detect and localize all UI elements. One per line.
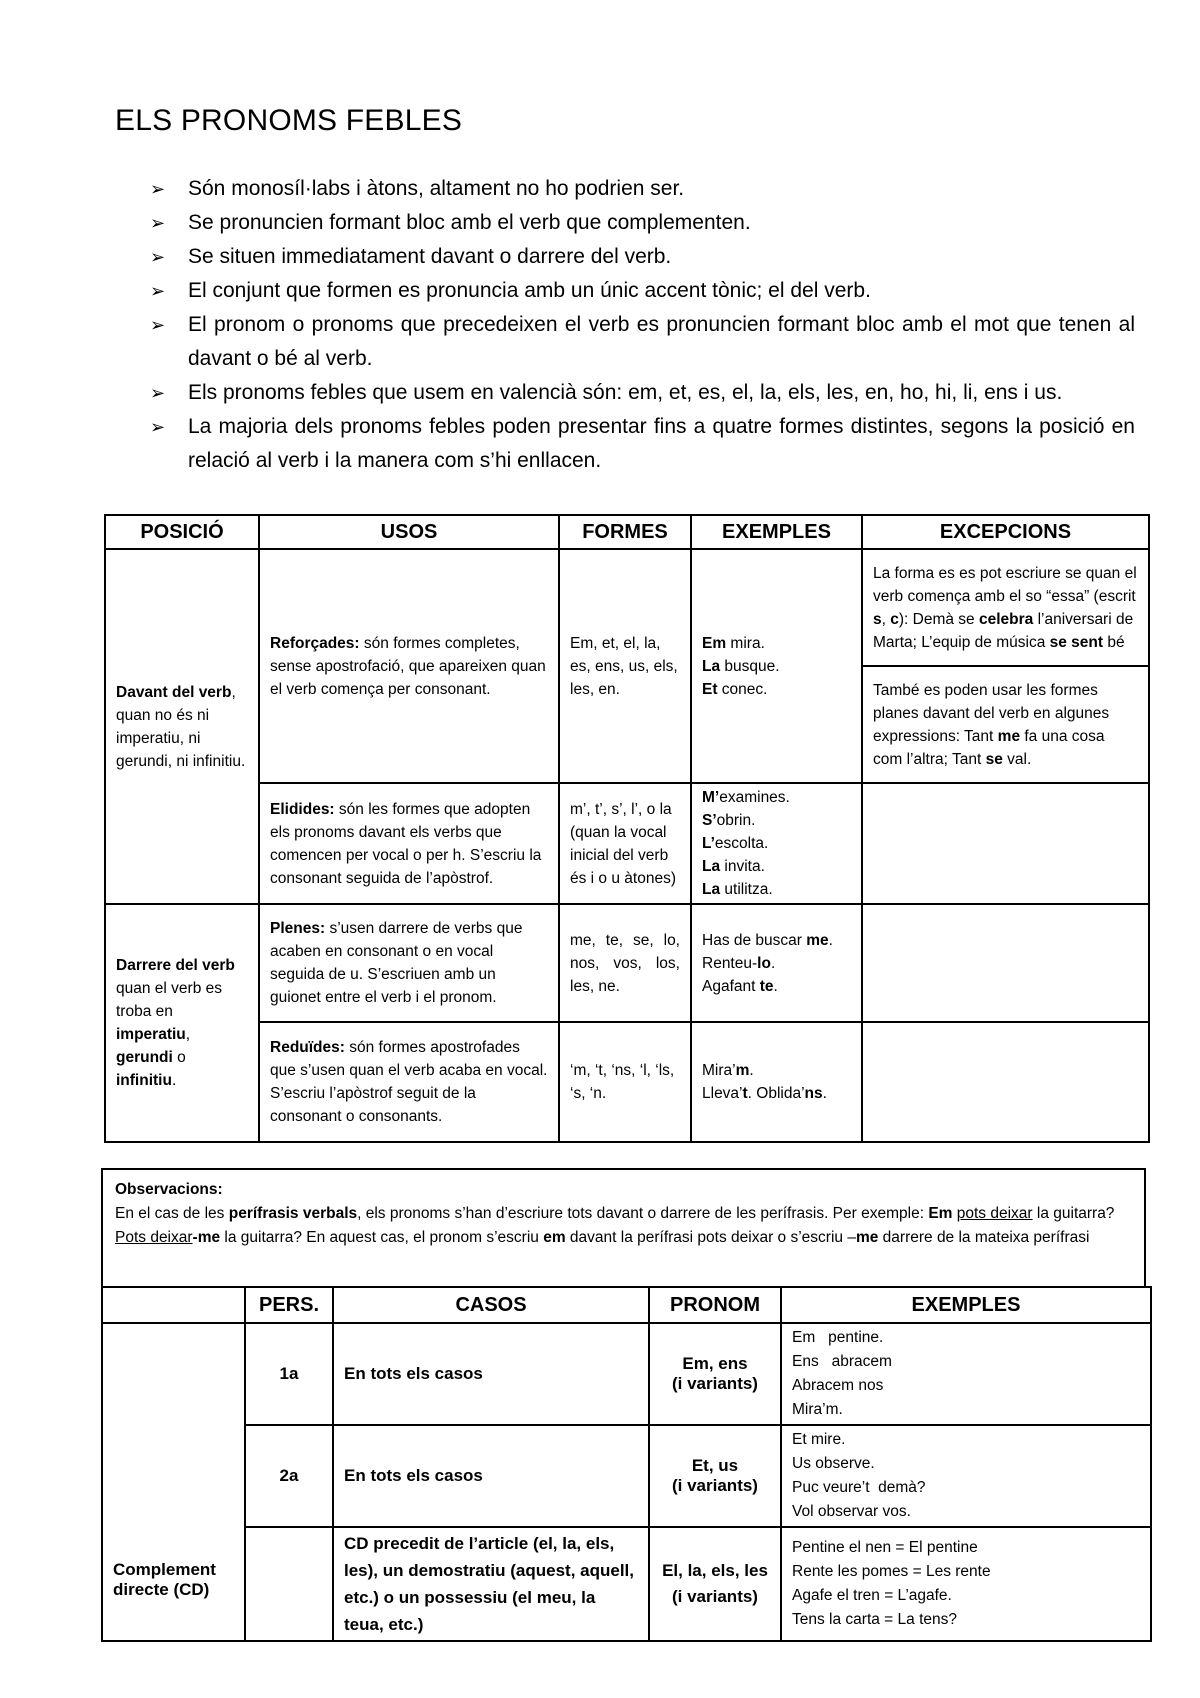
exemples-reforcades-cell: Em mira. La busque. Et conec.: [691, 549, 862, 783]
arrow-bullet-icon: ➢: [150, 315, 166, 335]
usos-reduides-cell: Reduïdes: són formes apostrofades que s’usen quan el verb acaba en vocal. S’escriu l’apòstrof seguit de la consonant o consonants.: [259, 1022, 559, 1142]
exemples-cell: Et mire. Us observe. Puc veure’t demà? Vol observar vos.: [781, 1425, 1151, 1527]
arrow-bullet-icon: ➢: [150, 417, 166, 437]
pers-cell: 1a: [245, 1323, 333, 1425]
bullet-item: ➢ Se pronuncien formant bloc amb el verb que complementen.: [150, 206, 1135, 240]
bullet-item: ➢ Són monosíl·labs i àtons, altament no ho podrien ser.: [150, 172, 1135, 206]
pronom-cell: Em, ens (i variants): [649, 1323, 781, 1425]
usos-reforcades-cell: Reforçades: són formes completes, sense apostrofació, que apareixen quan el verb comença per consonant.: [259, 549, 559, 783]
formes-elidides-cell: m’, t’, s’, l’, o la (quan la vocal inicial del verb és i o u àtones): [559, 783, 691, 904]
header-empty: [102, 1287, 245, 1323]
excepcio-empty-cell: [862, 1022, 1149, 1142]
header-exemples: EXEMPLES: [691, 515, 862, 549]
bullet-item: ➢ Se situen immediatament davant o darrere del verb.: [150, 240, 1135, 274]
pers-cell: [245, 1527, 333, 1641]
arrow-bullet-icon: ➢: [150, 213, 166, 233]
exemples-elidides-cell: M’examines. S’obrin. L’escolta. La invita. La utilitza.: [691, 783, 862, 904]
header-casos: CASOS: [333, 1287, 649, 1323]
usos-elidides-cell: Elidides: són les formes que adopten els pronoms davant els verbs que comencen per vocal o per h. S’escriu la consonant seguida de l’apòstrof.: [259, 783, 559, 904]
bullet-item: ➢ El conjunt que formen es pronuncia amb un únic accent tònic; el del verb.: [150, 274, 1135, 308]
excepcio-empty-cell: [862, 783, 1149, 904]
header-excepcions: EXCEPCIONS: [862, 515, 1149, 549]
observacions-label: Observacions:: [115, 1181, 223, 1198]
bullet-item: ➢ Els pronoms febles que usem en valencià són: em, et, es, el, la, els, les, en, ho, hi, li, ens i us.: [150, 376, 1135, 410]
usos-plenes-cell: Plenes: s’usen darrere de verbs que acaben en consonant o en vocal seguida de u. S’escriuen amb un guionet entre el verb i el pronom.: [259, 904, 559, 1022]
arrow-bullet-icon: ➢: [150, 247, 166, 267]
formes-reforcades-cell: Em, et, el, la, es, ens, us, els, les, en.: [559, 549, 691, 783]
casos-cell: CD precedit de l’article (el, la, els, les), un demostratiu (aquest, aquell, etc.) o un possessiu (el meu, la teua, etc.): [333, 1527, 649, 1641]
page-title: ELS PRONOMS FEBLES: [115, 104, 463, 137]
header-exemples: EXEMPLES: [781, 1287, 1151, 1323]
excepcio-formes-planes-cell: També es poden usar les formes planes davant del verb en algunes expressions: Tant me fa una cosa com l’altra; Tant se val.: [862, 666, 1149, 783]
header-formes: FORMES: [559, 515, 691, 549]
position-darrere-cell: Darrere del verb quan el verb es troba en imperatiu, gerundi o infinitiu.: [105, 904, 259, 1142]
casos-cell: En tots els casos: [333, 1323, 649, 1425]
header-pers: PERS.: [245, 1287, 333, 1323]
pronom-cell: El, la, els, les (i variants): [649, 1527, 781, 1641]
pronoun-forms-table: [104, 514, 1150, 1143]
exemples-reduides-cell: Mira’m. Lleva’t. Oblida’ns.: [691, 1022, 862, 1142]
exemples-cell: Pentine el nen = El pentine Rente les pomes = Les rente Agafe el tren = L’agafe. Tens la carta = La tens?: [781, 1527, 1151, 1641]
arrow-bullet-icon: ➢: [150, 179, 166, 199]
observacions-box: [101, 1168, 1146, 1286]
exemples-cell: Em pentine. Ens abracem Abracem nos Mira’m.: [781, 1323, 1151, 1425]
bullet-item: ➢ El pronom o pronoms que precedeixen el verb es pronuncien formant bloc amb el mot que tenen al davant o bé al verb.: [150, 308, 1135, 376]
observacions-text: En el cas de les perífrasis verbals, els pronoms s’han d’escriure tots davant o darrere de les perífrasis. Per exemple: Em pots deixar la guitarra? Pots deixar-me la guitarra? En aquest cas, el pronom s’escriu em davant la perífrasi pots deixar o s’escriu –me darrere de la mateixa perífrasi: [115, 1205, 1115, 1246]
excepcio-se-cell: La forma es es pot escriure se quan el verb comença amb el so “essa” (escrit s, c): Demà se celebra l’aniversari de Marta; L’equip de música se sent bé: [862, 549, 1149, 666]
bullet-item: ➢ La majoria dels pronoms febles poden presentar fins a quatre formes distintes, segons la posició en relació al verb i la manera com s’hi enllacen.: [150, 410, 1135, 478]
arrow-bullet-icon: ➢: [150, 383, 166, 403]
header-posicio: POSICIÓ: [105, 515, 259, 549]
complement-directe-table: [101, 1286, 1152, 1642]
casos-cell: En tots els casos: [333, 1425, 649, 1527]
position-davant-cell: Davant del verb, quan no és ni imperatiu, ni gerundi, ni infinitiu.: [105, 549, 259, 904]
pers-cell: 2a: [245, 1425, 333, 1527]
section-cd-label-cell: Complement directe (CD): [102, 1323, 245, 1641]
formes-plenes-cell: me, te, se, lo, nos, vos, los, les, ne.: [559, 904, 691, 1022]
arrow-bullet-icon: ➢: [150, 281, 166, 301]
exemples-plenes-cell: Has de buscar me. Renteu-lo. Agafant te.: [691, 904, 862, 1022]
excepcio-empty-cell: [862, 904, 1149, 1022]
header-usos: USOS: [259, 515, 559, 549]
formes-reduides-cell: ‘m, ‘t, ‘ns, ‘l, ‘ls, ‘s, ‘n.: [559, 1022, 691, 1142]
header-pronom: PRONOM: [649, 1287, 781, 1323]
intro-bullet-list: [150, 172, 1135, 478]
pronom-cell: Et, us (i variants): [649, 1425, 781, 1527]
